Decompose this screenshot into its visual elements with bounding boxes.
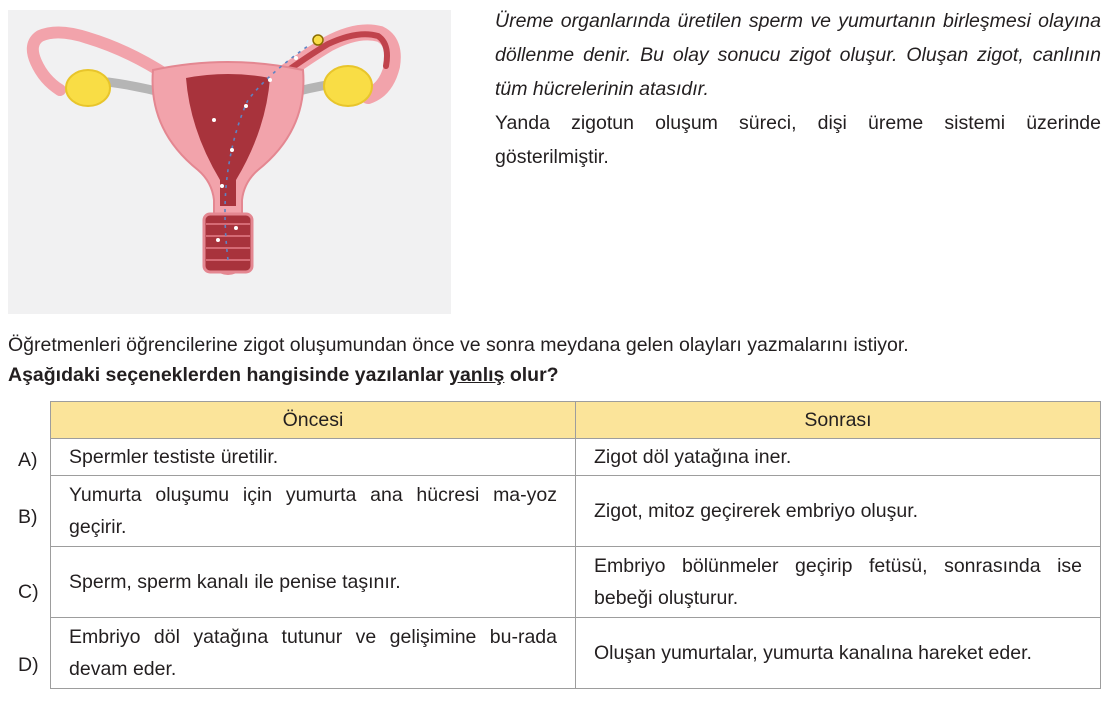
question-text [8,330,1103,390]
option-a-before: Spermler testiste üretilir. [51,439,576,476]
header-sonrasi: Sonrası [576,402,1101,439]
option-c-after: Embriyo bölünmeler geçirip fetüsü, sonrasında ise bebeği oluşturur. [576,547,1101,618]
table-row [51,476,1101,547]
option-a-label[interactable]: A) [18,449,38,471]
female-reproductive-system-illustration [8,10,451,314]
option-c-before: Sperm, sperm kanalı ile penise taşınır. [51,547,576,618]
question-line-1: Öğretmenleri öğrencilerine zigot oluşumundan önce ve sonra meydana gelen olayları yazmalarını istiyor. [8,334,909,356]
intro-text [495,4,1101,174]
question-line-2 [8,360,1103,390]
right-ovary [324,66,372,106]
intro-italic-paragraph: Üreme organlarında üretilen sperm ve yumurtanın birleşmesi olayına döllenme denir. Bu olay sonucu zigot oluşur. Oluşan zigot, canlının tüm hücrelerinin atasıdır. [495,10,1101,100]
answer-options-table [50,401,1101,689]
option-a-after: Zigot döl yatağına iner. [576,439,1101,476]
question-emphasis-word: yanlış [449,364,505,386]
egg-cell [313,35,323,45]
table-row [51,439,1101,476]
table-row [51,547,1101,618]
uterus-diagram [8,10,451,314]
table-row [51,618,1101,689]
vaginal-canal [204,214,252,272]
option-d-after: Oluşan yumurtalar, yumurta kanalına hareket eder. [576,618,1101,689]
option-b-after: Zigot, mitoz geçirerek embriyo oluşur. [576,476,1101,547]
intro-plain-paragraph: Yanda zigotun oluşum süreci, dişi üreme sistemi üzerinde gösterilmiştir. [495,112,1101,168]
table-header-row [51,402,1101,439]
option-b-before: Yumurta oluşumu için yumurta ana hücresi ma-yoz geçirir. [51,476,576,547]
option-d-label[interactable]: D) [18,654,39,676]
option-c-label[interactable]: C) [18,581,39,603]
header-oncesi: Öncesi [51,402,576,439]
left-ovary [66,70,110,106]
question-line-2-before: Aşağıdaki seçeneklerden hangisinde yazılanlar [8,364,450,386]
option-d-before: Embriyo döl yatağına tutunur ve gelişimine bu-rada devam eder. [51,618,576,689]
option-b-label[interactable]: B) [18,506,38,528]
question-line-2-after: olur? [504,364,559,386]
